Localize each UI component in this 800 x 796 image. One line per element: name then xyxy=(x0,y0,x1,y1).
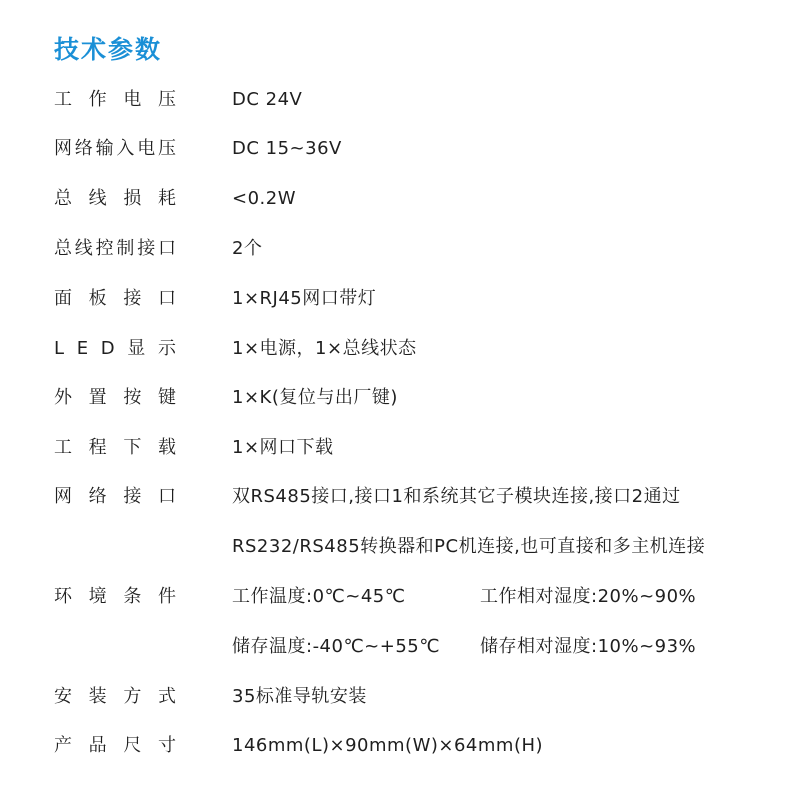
spec-label: 网 络 接 口 xyxy=(54,486,176,507)
spec-label: 产 品 尺 寸 xyxy=(54,735,176,756)
spec-row-continuation xyxy=(0,632,800,662)
spec-value: DC 24V xyxy=(232,89,303,110)
spec-row xyxy=(0,582,800,612)
page-title: 技术参数 xyxy=(54,35,163,64)
spec-value: DC 15~36V xyxy=(232,138,342,159)
spec-label: L E D 显 示 xyxy=(54,338,176,359)
spec-label: 安 装 方 式 xyxy=(54,686,176,707)
spec-value-line2: 储存温度:-40℃~+55℃ xyxy=(232,636,440,657)
spec-row xyxy=(0,184,800,214)
spec-value: 2个 xyxy=(232,238,263,259)
spec-value: 1×RJ45网口带灯 xyxy=(232,288,377,309)
spec-value: 1×电源，1×总线状态 xyxy=(232,338,417,359)
spec-row xyxy=(0,284,800,314)
spec-value: 146mm(L)×90mm(W)×64mm(H) xyxy=(232,735,544,756)
spec-row xyxy=(0,234,800,264)
spec-row xyxy=(0,85,800,115)
spec-label: 工 程 下 载 xyxy=(54,437,176,458)
spec-row xyxy=(0,134,800,164)
spec-value: 1×K(复位与出厂键) xyxy=(232,387,398,408)
spec-value: 双RS485接口,接口1和系统其它子模块连接,接口2通过 xyxy=(232,486,681,507)
spec-value: 1×网口下载 xyxy=(232,437,334,458)
spec-value: <0.2W xyxy=(232,188,297,209)
spec-label: 外 置 按 键 xyxy=(54,387,176,408)
spec-value: 工作温度:0℃~45℃ xyxy=(232,586,406,607)
spec-label: 工 作 电 压 xyxy=(54,89,176,110)
spec-row xyxy=(0,682,800,712)
spec-value-secondary: 工作相对湿度:20%~90% xyxy=(480,586,697,607)
spec-row xyxy=(0,383,800,413)
spec-label: 环 境 条 件 xyxy=(54,586,176,607)
spec-label: 总 线 损 耗 xyxy=(54,188,176,209)
spec-row-continuation xyxy=(0,532,800,562)
spec-label: 总 线 控 制 接 口 xyxy=(54,238,176,259)
spec-label: 面 板 接 口 xyxy=(54,288,176,309)
spec-row xyxy=(0,433,800,463)
spec-row xyxy=(0,482,800,512)
spec-row xyxy=(0,334,800,364)
spec-row xyxy=(0,731,800,761)
spec-value: 35标准导轨安装 xyxy=(232,686,367,707)
spec-value-line2: RS232/RS485转换器和PC机连接,也可直接和多主机连接 xyxy=(232,536,706,557)
spec-value-line2-secondary: 储存相对湿度:10%~93% xyxy=(480,636,697,657)
spec-label: 网 络 输 入 电 压 xyxy=(54,138,176,159)
